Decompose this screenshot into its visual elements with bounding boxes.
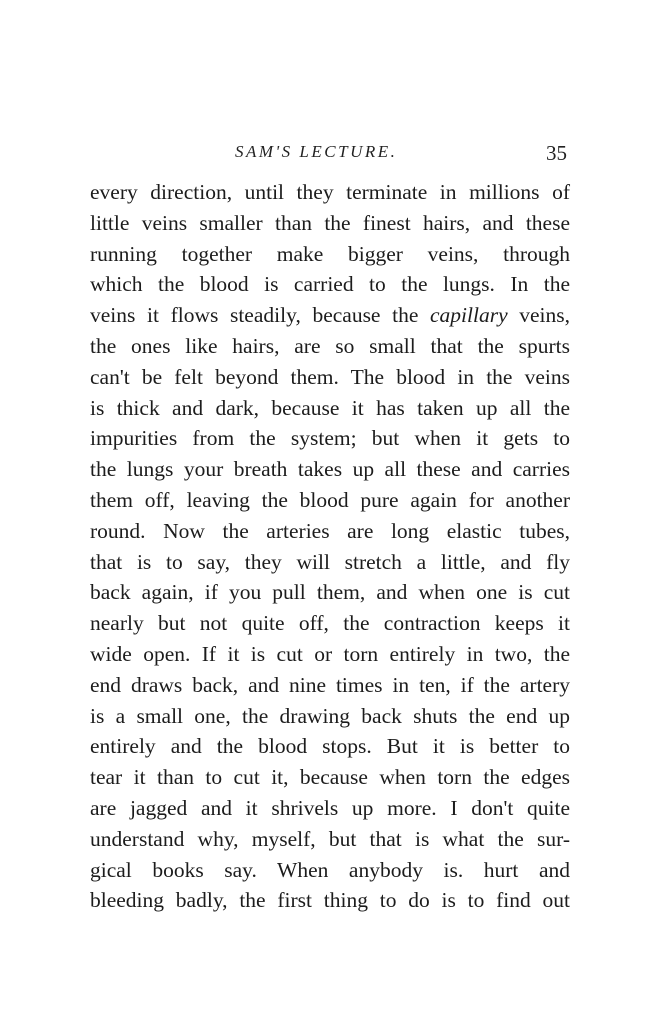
text-line: nearly but not quite off, the contraction keeps it: [90, 611, 570, 636]
text-line: which the blood is carried to the lungs. In the: [90, 272, 570, 297]
running-head: [0, 142, 664, 172]
italic-term: capillary: [430, 303, 508, 328]
text-line: round. Now the arteries are long elastic tubes,: [90, 518, 570, 543]
text-line: is a small one, the drawing back shuts the end up: [90, 703, 570, 728]
page-number: 35: [546, 141, 567, 165]
text-line: is thick and dark, because it has taken up all the: [90, 395, 570, 420]
text-line: them off, leaving the blood pure again for another: [90, 487, 570, 512]
text-line: tear it than to cut it, because when torn the edges: [90, 765, 570, 790]
text-line: wide open. If it is cut or torn entirely in two, the: [90, 641, 570, 666]
text-line: impurities from the system; but when it gets to: [90, 426, 570, 451]
text-line: entirely and the blood stops. But it is better to: [90, 734, 570, 759]
running-title: SAM'S LECTURE.: [235, 142, 398, 161]
text-line: back again, if you pull them, and when one is cut: [90, 580, 570, 605]
text-line: end draws back, and nine times in ten, if the artery: [90, 672, 570, 697]
text-line: understand why, myself, but that is what the sur-: [90, 826, 570, 851]
text-line: little veins smaller than the finest hairs, and these: [90, 210, 570, 235]
text-line: the ones like hairs, are so small that the spurts: [90, 333, 570, 358]
text-line: running together make bigger veins, through: [90, 241, 570, 266]
text-line: every direction, until they terminate in millions of: [90, 180, 570, 204]
text-line: the lungs your breath takes up all these and carries: [90, 457, 570, 482]
text-line: are jagged and it shrivels up more. I don't quite: [90, 795, 570, 820]
text-line: veins it flows steadily, because the capillary veins,: [90, 303, 571, 328]
text-line: bleeding badly, the first thing to do is to find out: [90, 888, 570, 913]
text-line: gical books say. When anybody is. hurt and: [90, 857, 570, 882]
text-line: that is to say, they will stretch a little, and fly: [90, 549, 570, 574]
body-text: [90, 177, 570, 916]
text-line: can't be felt beyond them. The blood in the veins: [90, 364, 570, 389]
